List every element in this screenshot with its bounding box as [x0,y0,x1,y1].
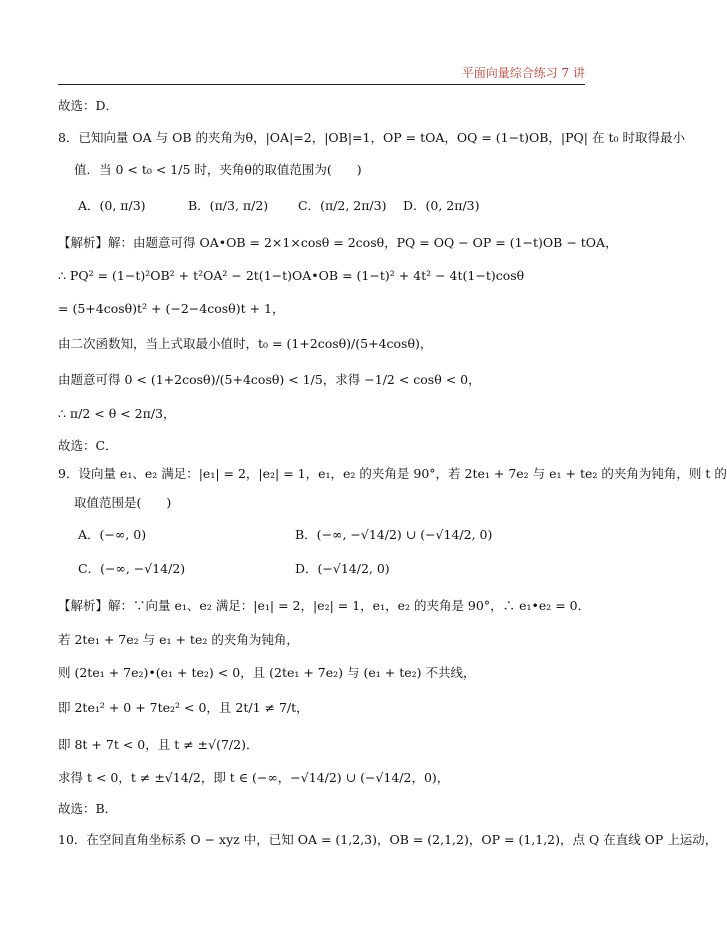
q9-option-a: A．(−∞, 0) [78,527,147,542]
q8-option-b: B．(π/3, π/2) [188,198,269,213]
q8-solution-line-2: ∴ PQ² = (1−t)²OB² + t²OA² − 2t(1−t)OA•OB = (1−t)² + 4t² − 4t(1−t)cosθ [58,268,525,283]
q8-option-c: C．(π/2, 2π/3) [298,198,387,213]
question-10-stem: 10．在空间直角坐标系 O − xyz 中，已知 OA = (1,2,3)，OB = (2,1,2)，OP = (1,1,2)，点 Q 在直线 OP 上运动， [58,832,718,847]
q9-solution-line-5: 即 8t + 7t < 0，且 t ≠ ±√(7/2)． [58,737,259,752]
answer-line: 故选：D． [58,98,119,113]
q8-solution-line-3: = (5+4cosθ)t² + (−2−4cosθ)t + 1， [58,301,285,316]
q8-solution-line-6: ∴ π/2 < θ < 2π/3， [58,406,176,421]
q9-option-b: B．(−∞, −√14/2) ∪ (−√14/2, 0) [295,527,493,542]
q8-solution-line-5: 由题意可得 0 < (1+2cosθ)/(5+4cosθ) < 1/5，求得 −1/2 < cosθ < 0， [58,372,481,387]
q9-solution-line-1: 【解析】解：∵向量 e₁、e₂ 满足：|e₁| = 2，|e₂| = 1，e₁，e₂ 的夹角是 90°，∴ e₁•e₂ = 0． [58,598,591,613]
q9-option-d: D．(−√14/2, 0) [295,561,390,576]
q9-solution-line-2: 若 2te₁ + 7e₂ 与 e₁ + te₂ 的夹角为钝角， [58,632,299,647]
q8-option-d: D．(0, 2π/3) [403,198,480,213]
q8-option-a: A．(0, π/3) [78,198,146,213]
q9-option-c: C．(−∞, −√14/2) [78,561,186,576]
question-8-stem: 8．已知向量 OA 与 OB 的夹角为θ，|OA|=2，|OB|=1，OP = tOA，OQ = (1−t)OB，|PQ| 在 t₀ 时取得最小 [58,130,685,145]
q9-solution-line-6: 求得 t < 0，t ≠ ±√14/2，即 t ∈ (−∞，−√14/2) ∪ (−√14/2，0)， [58,770,450,785]
q8-solution-line-1: 【解析】解：由题意可得 OA•OB = 2×1×cosθ = 2cosθ，PQ = OQ − OP = (1−t)OB − tOA， [58,235,618,250]
question-9-stem: 9．设向量 e₁、e₂ 满足：|e₁| = 2，|e₂| = 1，e₁，e₂ 的夹角是 90°，若 2te₁ + 7e₂ 与 e₁ + te₂ 的夹角为钝角，则 t 的 [58,466,727,481]
answer-line: 故选：C． [58,438,118,453]
q9-solution-line-4: 即 2te₁² + 0 + 7te₂² < 0，且 2t/1 ≠ 7/t， [58,700,309,715]
q9-solution-line-3: 则 (2te₁ + 7e₂)•(e₁ + te₂) < 0，且 (2te₁ + 7e₂) 与 (e₁ + te₂) 不共线， [58,665,476,680]
header-title: 平面向量综合练习 7 讲 [461,66,585,80]
question-8-stem-cont: 值．当 0 < t₀ < 1/5 时，夹角θ的取值范围为( ) [74,162,362,177]
page-header [58,62,585,85]
question-9-stem-cont: 取值范围是( ) [74,495,172,510]
answer-line: 故选：B． [58,801,118,816]
q8-solution-line-4: 由二次函数知，当上式取最小值时，t₀ = (1+2cosθ)/(5+4cosθ)， [58,336,433,351]
